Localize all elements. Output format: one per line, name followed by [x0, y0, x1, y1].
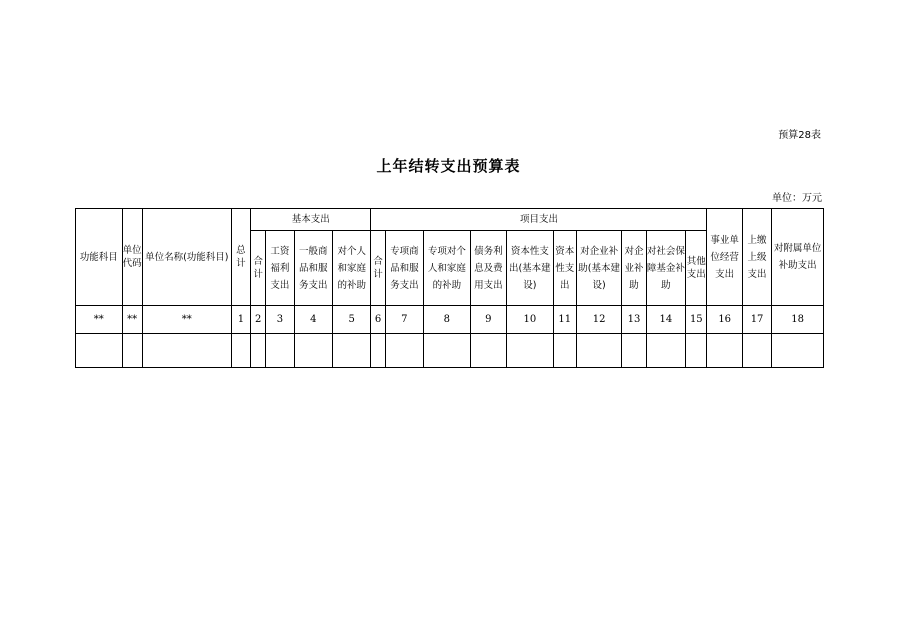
- data-cell: [76, 334, 123, 368]
- data-cell: [646, 334, 685, 368]
- index-cell: **: [122, 306, 142, 334]
- col-social-security: 对社会保障基金补助: [646, 231, 685, 306]
- index-cell: 4: [294, 306, 332, 334]
- col-special-personal: 专项对个人和家庭的补助: [424, 231, 471, 306]
- data-cell: [231, 334, 250, 368]
- data-cell: [507, 334, 554, 368]
- index-cell: 3: [266, 306, 294, 334]
- data-cell: [576, 334, 622, 368]
- index-cell: **: [76, 306, 123, 334]
- index-cell: 5: [333, 306, 371, 334]
- col-special-goods: 专项商品和服务支出: [385, 231, 423, 306]
- col-unit-code: 单位代码: [122, 209, 142, 306]
- col-project-group: 项目支出: [371, 209, 707, 231]
- unit-label: 单位：万元: [772, 193, 822, 204]
- data-cell: [424, 334, 471, 368]
- index-cell: 1: [231, 306, 250, 334]
- table-number: 预算28表: [778, 130, 821, 141]
- index-cell: 6: [371, 306, 385, 334]
- col-upper-pay: 上缴上级支出: [742, 209, 771, 306]
- data-cell: [371, 334, 385, 368]
- index-cell: 8: [424, 306, 471, 334]
- data-cell: [385, 334, 423, 368]
- index-cell: 15: [686, 306, 707, 334]
- index-cell: 7: [385, 306, 423, 334]
- col-unit-name: 单位名称(功能科目): [142, 209, 231, 306]
- col-total: 总计: [231, 209, 250, 306]
- index-cell: 10: [507, 306, 554, 334]
- index-cell: 9: [470, 306, 506, 334]
- index-cell: 16: [707, 306, 742, 334]
- col-salary: 工资福利支出: [266, 231, 294, 306]
- data-cell: [251, 334, 266, 368]
- data-cell: [142, 334, 231, 368]
- page-title: 上年结转支出预算表: [376, 157, 521, 175]
- col-basic-sum: 合计: [251, 231, 266, 306]
- index-row: [76, 306, 824, 334]
- header-row-1: [76, 209, 824, 231]
- col-capital-basic: 资本性支出(基本建设): [507, 231, 554, 306]
- index-cell: 14: [646, 306, 685, 334]
- col-func-subject: 功能科目: [76, 209, 123, 306]
- data-cell: [333, 334, 371, 368]
- col-basic-group: 基本支出: [251, 209, 371, 231]
- index-cell: **: [142, 306, 231, 334]
- data-cell: [553, 334, 576, 368]
- data-cell: [266, 334, 294, 368]
- data-cell: [707, 334, 742, 368]
- data-cell: [294, 334, 332, 368]
- data-cell: [772, 334, 824, 368]
- col-goods-services: 一般商品和服务支出: [294, 231, 332, 306]
- index-cell: 11: [553, 306, 576, 334]
- col-personal-subsidy: 对个人和家庭的补助: [333, 231, 371, 306]
- index-cell: 12: [576, 306, 622, 334]
- data-cell: [122, 334, 142, 368]
- index-cell: 13: [622, 306, 646, 334]
- data-cell: [470, 334, 506, 368]
- index-cell: 2: [251, 306, 266, 334]
- data-cell: [742, 334, 771, 368]
- index-cell: 18: [772, 306, 824, 334]
- col-debt-interest: 债务利息及费用支出: [470, 231, 506, 306]
- col-project-sum: 合计: [371, 231, 385, 306]
- budget-table: [75, 208, 824, 368]
- col-capital: 资本性支出: [553, 231, 576, 306]
- col-affiliated: 对附属单位补助支出: [772, 209, 824, 306]
- empty-data-row: [76, 334, 824, 368]
- data-cell: [622, 334, 646, 368]
- col-business: 事业单位经营支出: [707, 209, 742, 306]
- col-enterprise-basic: 对企业补助(基本建设): [576, 231, 622, 306]
- col-other: 其他支出: [686, 231, 707, 306]
- col-enterprise: 对企业补助: [622, 231, 646, 306]
- index-cell: 17: [742, 306, 771, 334]
- data-cell: [686, 334, 707, 368]
